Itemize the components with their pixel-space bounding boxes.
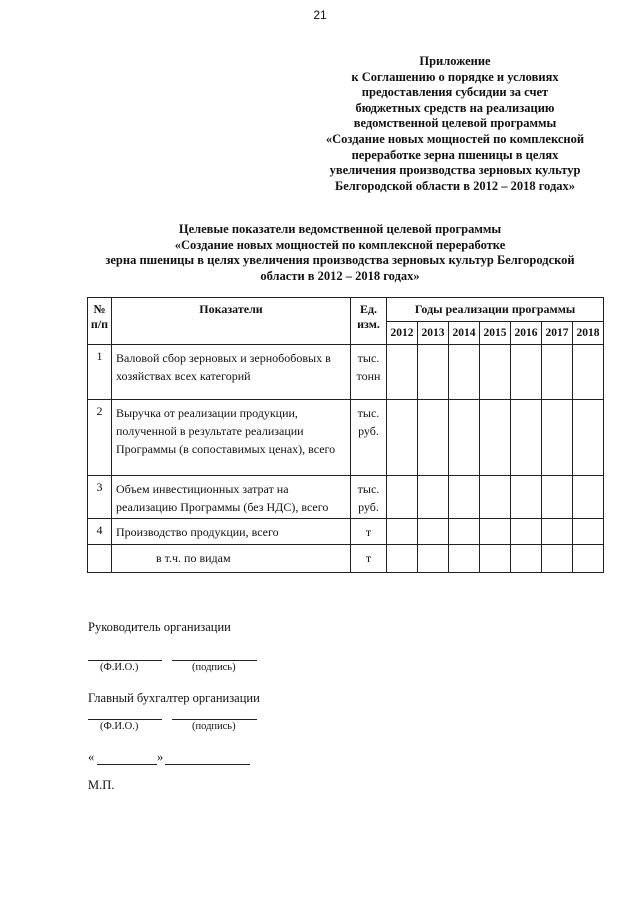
year-cell <box>449 400 480 476</box>
page-number: 21 <box>313 8 327 22</box>
appendix-line: переработке зерна пшеницы в целях <box>351 147 559 162</box>
year-cell <box>480 400 511 476</box>
year-cell <box>387 545 418 573</box>
row-num: 2 <box>88 400 112 476</box>
year-cell <box>511 476 542 519</box>
date-open-quote: « <box>88 750 95 764</box>
row-unit: тыс. руб. <box>351 400 387 476</box>
year-cell <box>542 519 573 545</box>
year-cell <box>418 519 449 545</box>
year-cell <box>480 345 511 400</box>
year-cell <box>418 545 449 573</box>
accountant-fio-caption: (Ф.И.О.) <box>100 721 139 732</box>
head-sign-line <box>172 660 257 661</box>
head-fio-caption: (Ф.И.О.) <box>100 662 139 673</box>
row-num: 3 <box>88 476 112 519</box>
year-cell <box>418 345 449 400</box>
accountant-label: Главный бухгалтер организации <box>88 691 260 705</box>
title-line: зерна пшеницы в целях увеличения производства зерновых культур Белгородской <box>105 253 575 268</box>
header-year: 2014 <box>449 322 480 345</box>
head-label: Руководитель организации <box>88 620 231 634</box>
year-cell <box>387 476 418 519</box>
header-unit: Ед. изм. <box>351 298 387 345</box>
title-line: Целевые показатели ведомственной целевой программы <box>178 222 502 236</box>
row-unit: тыс. руб. <box>351 476 387 519</box>
appendix-line: увеличения производства зерновых культур <box>329 163 581 178</box>
header-year: 2017 <box>542 322 573 345</box>
header-year: 2016 <box>511 322 542 345</box>
row-num <box>88 545 112 573</box>
accountant-sign-line <box>172 719 257 720</box>
appendix-line: бюджетных средств на реализацию <box>355 100 555 115</box>
table-row <box>88 400 604 476</box>
row-indicator: Валовой сбор зерновых и зернобобовых в хозяйствах всех категорий <box>112 345 351 400</box>
year-cell <box>480 545 511 573</box>
header-year: 2018 <box>573 322 604 345</box>
head-fio-line <box>88 660 162 661</box>
appendix-line: предоставления субсидии за счет <box>361 85 549 100</box>
header-years-group: Годы реализации программы <box>387 298 604 322</box>
year-cell <box>480 519 511 545</box>
accountant-sign-caption: (подпись) <box>192 721 236 732</box>
table-row <box>88 476 604 519</box>
year-cell <box>387 519 418 545</box>
row-indicator: Производство продукции, всего <box>112 519 351 545</box>
year-cell <box>511 519 542 545</box>
table-row <box>88 519 604 545</box>
date-close-quote: » <box>157 750 164 764</box>
table-row <box>88 545 604 573</box>
year-cell <box>480 476 511 519</box>
row-unit: т <box>351 545 387 573</box>
year-cell <box>573 400 604 476</box>
year-cell <box>511 400 542 476</box>
year-cell <box>542 476 573 519</box>
appendix-line: Белгородской области в 2012 – 2018 годах» <box>334 178 576 193</box>
row-unit: т <box>351 519 387 545</box>
year-cell <box>387 400 418 476</box>
appendix-line: ведомственной целевой программы <box>353 116 557 131</box>
row-indicator: Объем инвестиционных затрат на реализацию Программы (без НДС), всего <box>112 476 351 519</box>
title-line: «Создание новых мощностей по комплексной переработке <box>174 237 506 252</box>
appendix-line: «Создание новых мощностей по комплексной <box>325 131 585 146</box>
table-row <box>88 345 604 400</box>
year-cell <box>418 400 449 476</box>
date-month-line <box>165 764 250 765</box>
row-indicator: в т.ч. по видам <box>112 545 351 573</box>
row-unit: тыс. тонн <box>351 345 387 400</box>
year-cell <box>511 345 542 400</box>
year-cell <box>449 519 480 545</box>
title-line: области в 2012 – 2018 годах» <box>260 268 420 283</box>
header-indicator: Показатели <box>112 298 351 345</box>
header-num: № п/п <box>88 298 112 345</box>
document-title <box>80 222 600 284</box>
year-cell <box>573 345 604 400</box>
year-cell <box>449 345 480 400</box>
head-sign-caption: (подпись) <box>192 662 236 673</box>
row-indicator: Выручка от реализации продукции, полученной в результате реализации Программы (в сопоставимых ценах), всего <box>112 400 351 476</box>
year-cell <box>449 545 480 573</box>
header-year: 2012 <box>387 322 418 345</box>
date-day-line <box>97 764 157 765</box>
year-cell <box>511 545 542 573</box>
indicators-table <box>87 297 604 573</box>
year-cell <box>573 519 604 545</box>
year-cell <box>573 476 604 519</box>
appendix-line: Приложение <box>419 54 491 68</box>
year-cell <box>542 400 573 476</box>
year-cell <box>449 476 480 519</box>
appendix-block <box>300 54 610 194</box>
year-cell <box>418 476 449 519</box>
row-num: 1 <box>88 345 112 400</box>
year-cell <box>542 345 573 400</box>
row-num: 4 <box>88 519 112 545</box>
year-cell <box>387 345 418 400</box>
accountant-fio-line <box>88 719 162 720</box>
header-year: 2013 <box>418 322 449 345</box>
header-year: 2015 <box>480 322 511 345</box>
appendix-line: к Соглашению о порядке и условиях <box>351 69 559 84</box>
stamp-label: М.П. <box>88 778 115 792</box>
year-cell <box>542 545 573 573</box>
year-cell <box>573 545 604 573</box>
